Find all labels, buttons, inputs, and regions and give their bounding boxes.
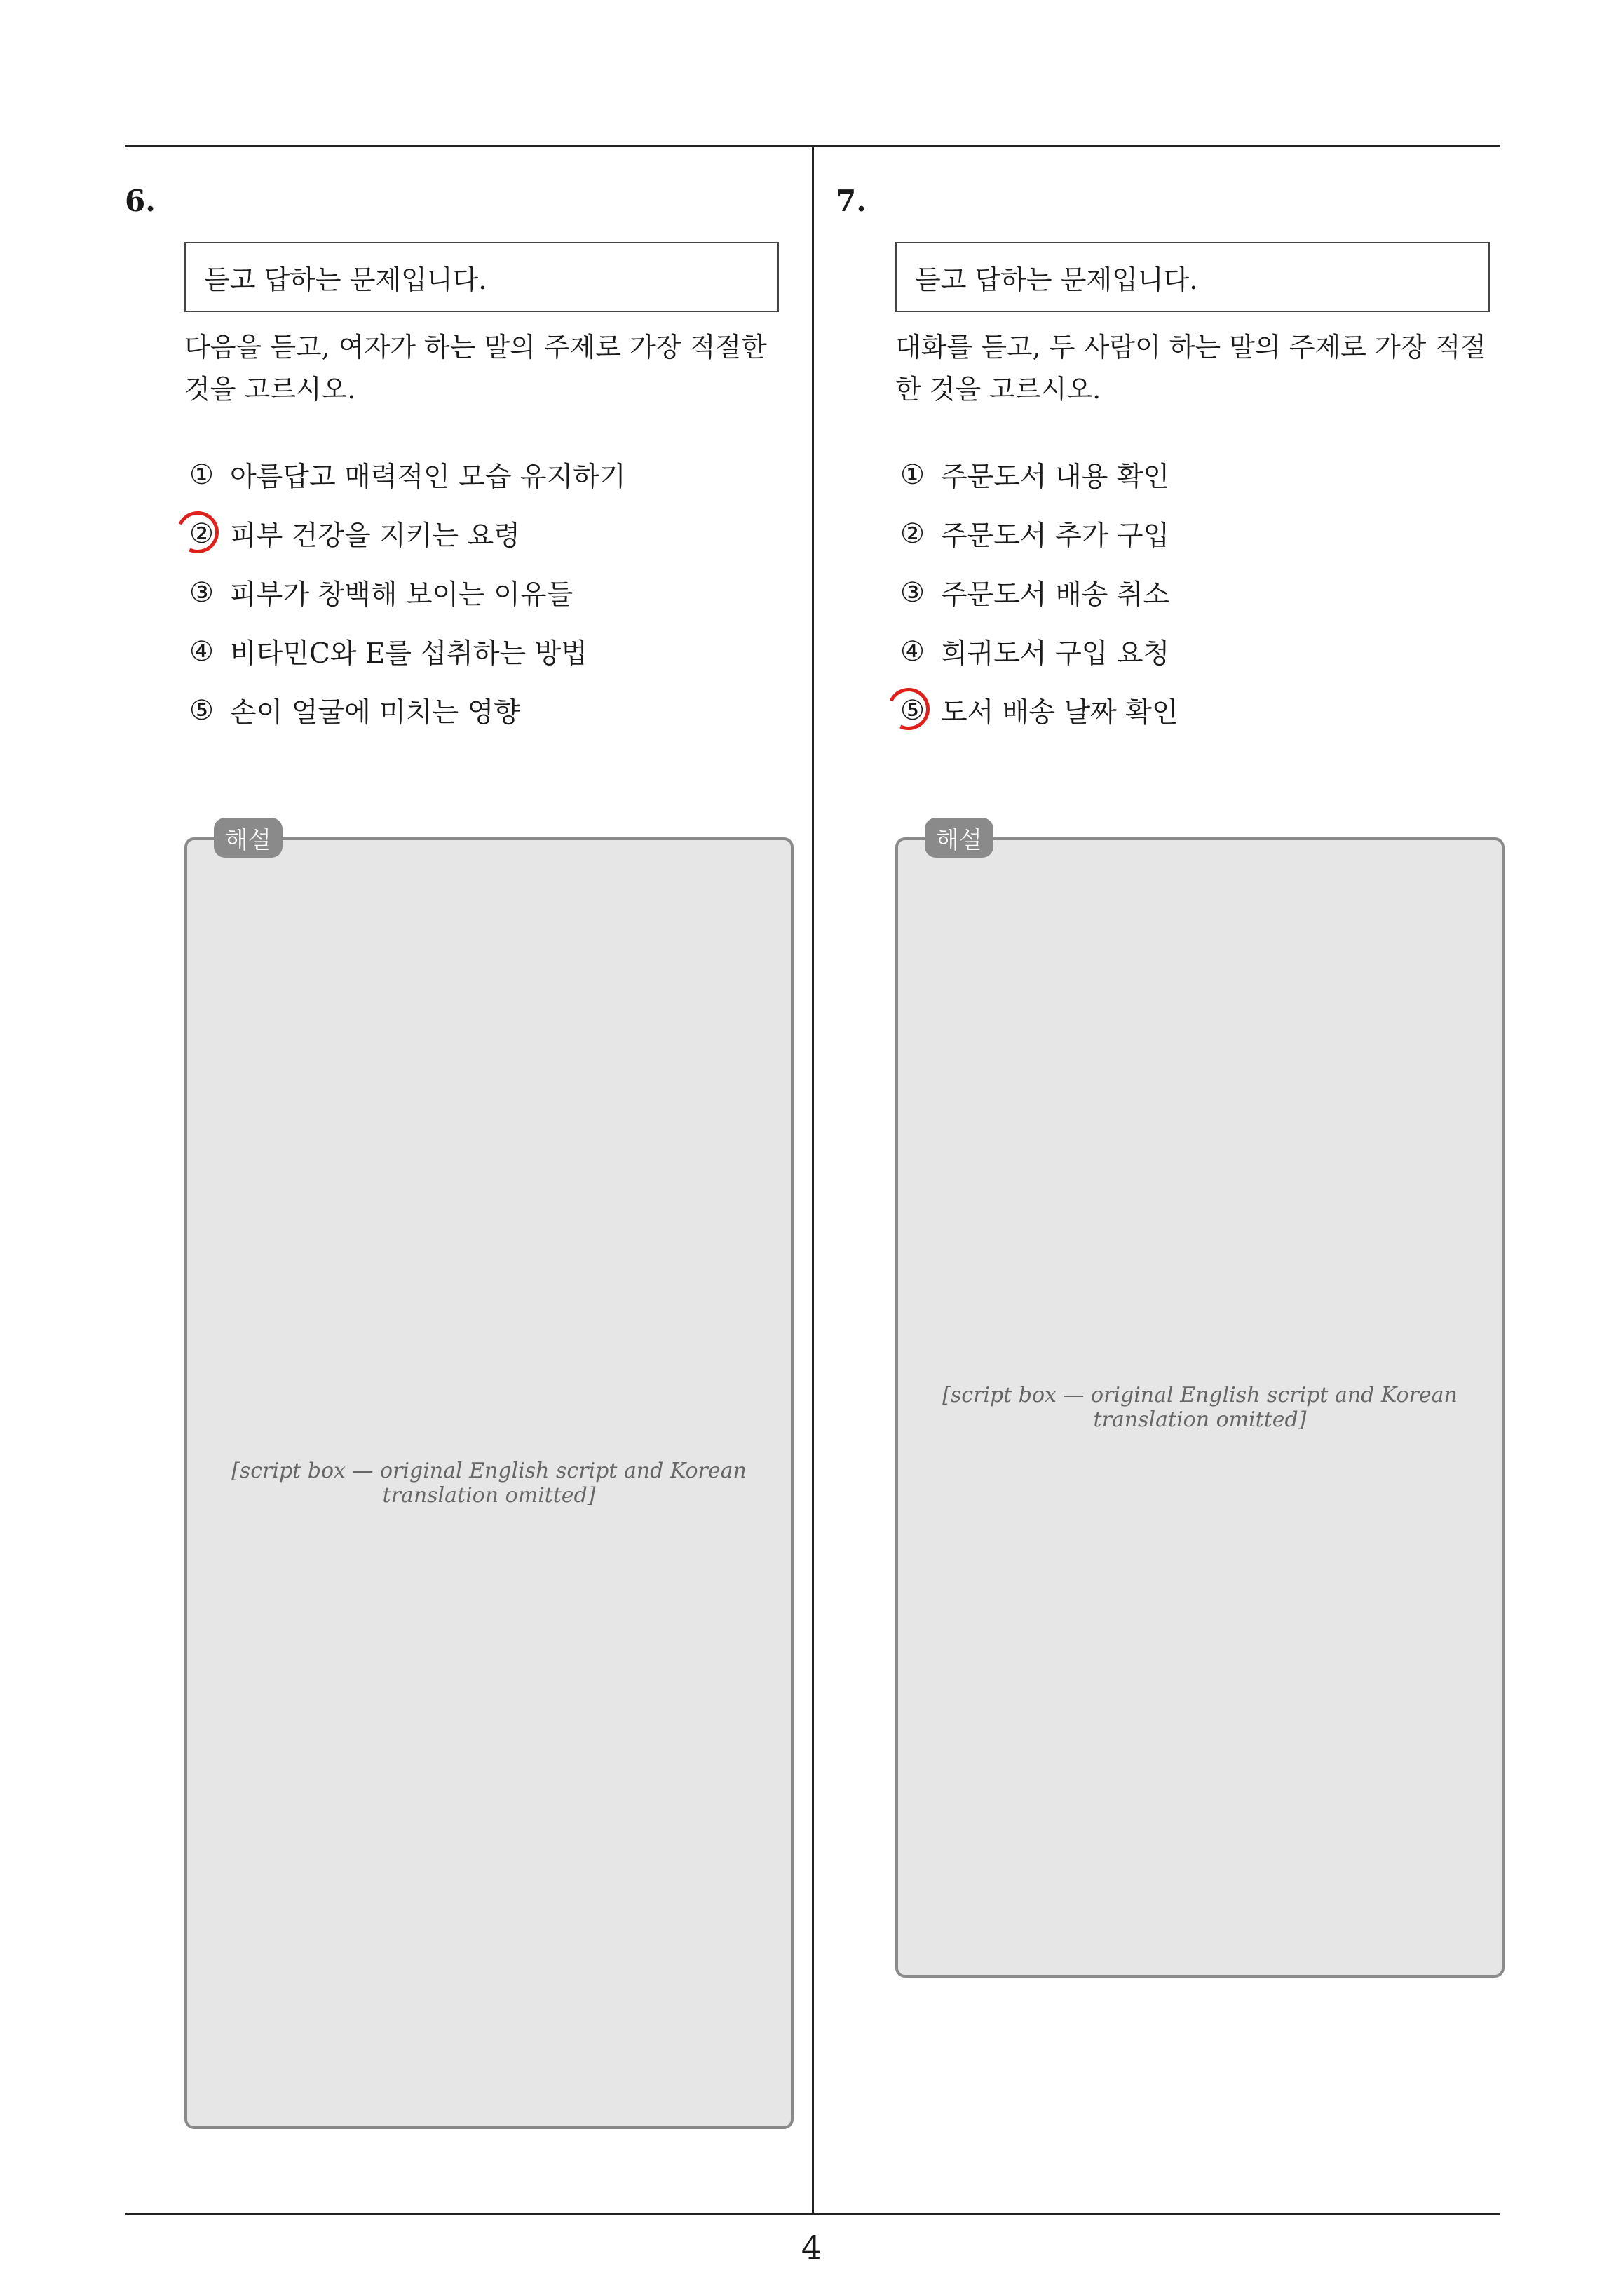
question-type-label: 듣고 답하는 문제입니다. bbox=[915, 264, 1198, 295]
choice-2[interactable] bbox=[189, 504, 626, 563]
choice-text: 피부 건강을 지키는 요령 bbox=[230, 520, 520, 552]
explanation-box bbox=[184, 826, 794, 2129]
choice-marker: ④ bbox=[189, 635, 214, 668]
choice-3[interactable] bbox=[900, 563, 1179, 622]
choice-1[interactable] bbox=[900, 445, 1179, 504]
choice-text: 피부가 창백해 보이는 이유들 bbox=[230, 579, 573, 611]
explanation-tag: 해설 bbox=[925, 818, 993, 858]
question-number: 6. bbox=[125, 184, 156, 218]
choice-text: 주문도서 내용 확인 bbox=[941, 461, 1170, 493]
choice-list bbox=[189, 445, 626, 740]
choice-3[interactable] bbox=[189, 563, 626, 622]
answer-circle-icon bbox=[171, 506, 225, 560]
question-type-box bbox=[895, 242, 1490, 312]
choice-text: 희귀도서 구입 요청 bbox=[941, 638, 1170, 670]
explanation-box bbox=[895, 826, 1505, 1978]
choice-text: 손이 얼굴에 미치는 영향 bbox=[230, 697, 520, 729]
choice-text: 주문도서 추가 구입 bbox=[941, 520, 1170, 552]
explanation-tag: 해설 bbox=[214, 818, 283, 858]
choice-marker: ② bbox=[189, 518, 214, 550]
choice-1[interactable] bbox=[189, 445, 626, 504]
choice-2[interactable] bbox=[900, 504, 1179, 563]
choice-list bbox=[900, 445, 1179, 740]
choice-marker: ② bbox=[900, 518, 925, 550]
explanation-placeholder: [script box — original English script and Korean translation omitted] bbox=[942, 1383, 1458, 1432]
question-type-box bbox=[184, 242, 779, 312]
choice-text: 아름답고 매력적인 모습 유지하기 bbox=[230, 461, 626, 493]
explanation-placeholder: [script box — original English script and Korean translation omitted] bbox=[231, 1459, 747, 1508]
choice-5[interactable] bbox=[189, 681, 626, 740]
question-type-label: 듣고 답하는 문제입니다. bbox=[204, 264, 487, 295]
page-number: 4 bbox=[801, 2229, 822, 2267]
instruction: 다음을 듣고, 여자가 하는 말의 주제로 가장 적절한 것을 고르시오. bbox=[184, 332, 767, 405]
choice-text: 비타민C와 E를 섭취하는 방법 bbox=[230, 638, 588, 670]
bottom-rule bbox=[125, 2213, 1500, 2215]
choice-marker: ① bbox=[189, 459, 214, 491]
choice-marker: ③ bbox=[900, 576, 925, 609]
question-number: 7. bbox=[836, 184, 867, 218]
choice-4[interactable] bbox=[189, 622, 626, 681]
choice-marker: ⑤ bbox=[900, 694, 925, 727]
choice-4[interactable] bbox=[900, 622, 1179, 681]
answer-circle-icon bbox=[882, 682, 936, 736]
choice-marker: ③ bbox=[189, 576, 214, 609]
choice-text: 도서 배송 날짜 확인 bbox=[941, 697, 1179, 729]
column-divider bbox=[812, 145, 814, 2214]
instruction: 대화를 듣고, 두 사람이 하는 말의 주제로 가장 적절한 것을 고르시오. bbox=[895, 332, 1486, 405]
choice-text: 주문도서 배송 취소 bbox=[941, 579, 1170, 611]
choice-marker: ⑤ bbox=[189, 694, 214, 727]
choice-marker: ④ bbox=[900, 635, 925, 668]
choice-5[interactable] bbox=[900, 681, 1179, 740]
choice-marker: ① bbox=[900, 459, 925, 491]
